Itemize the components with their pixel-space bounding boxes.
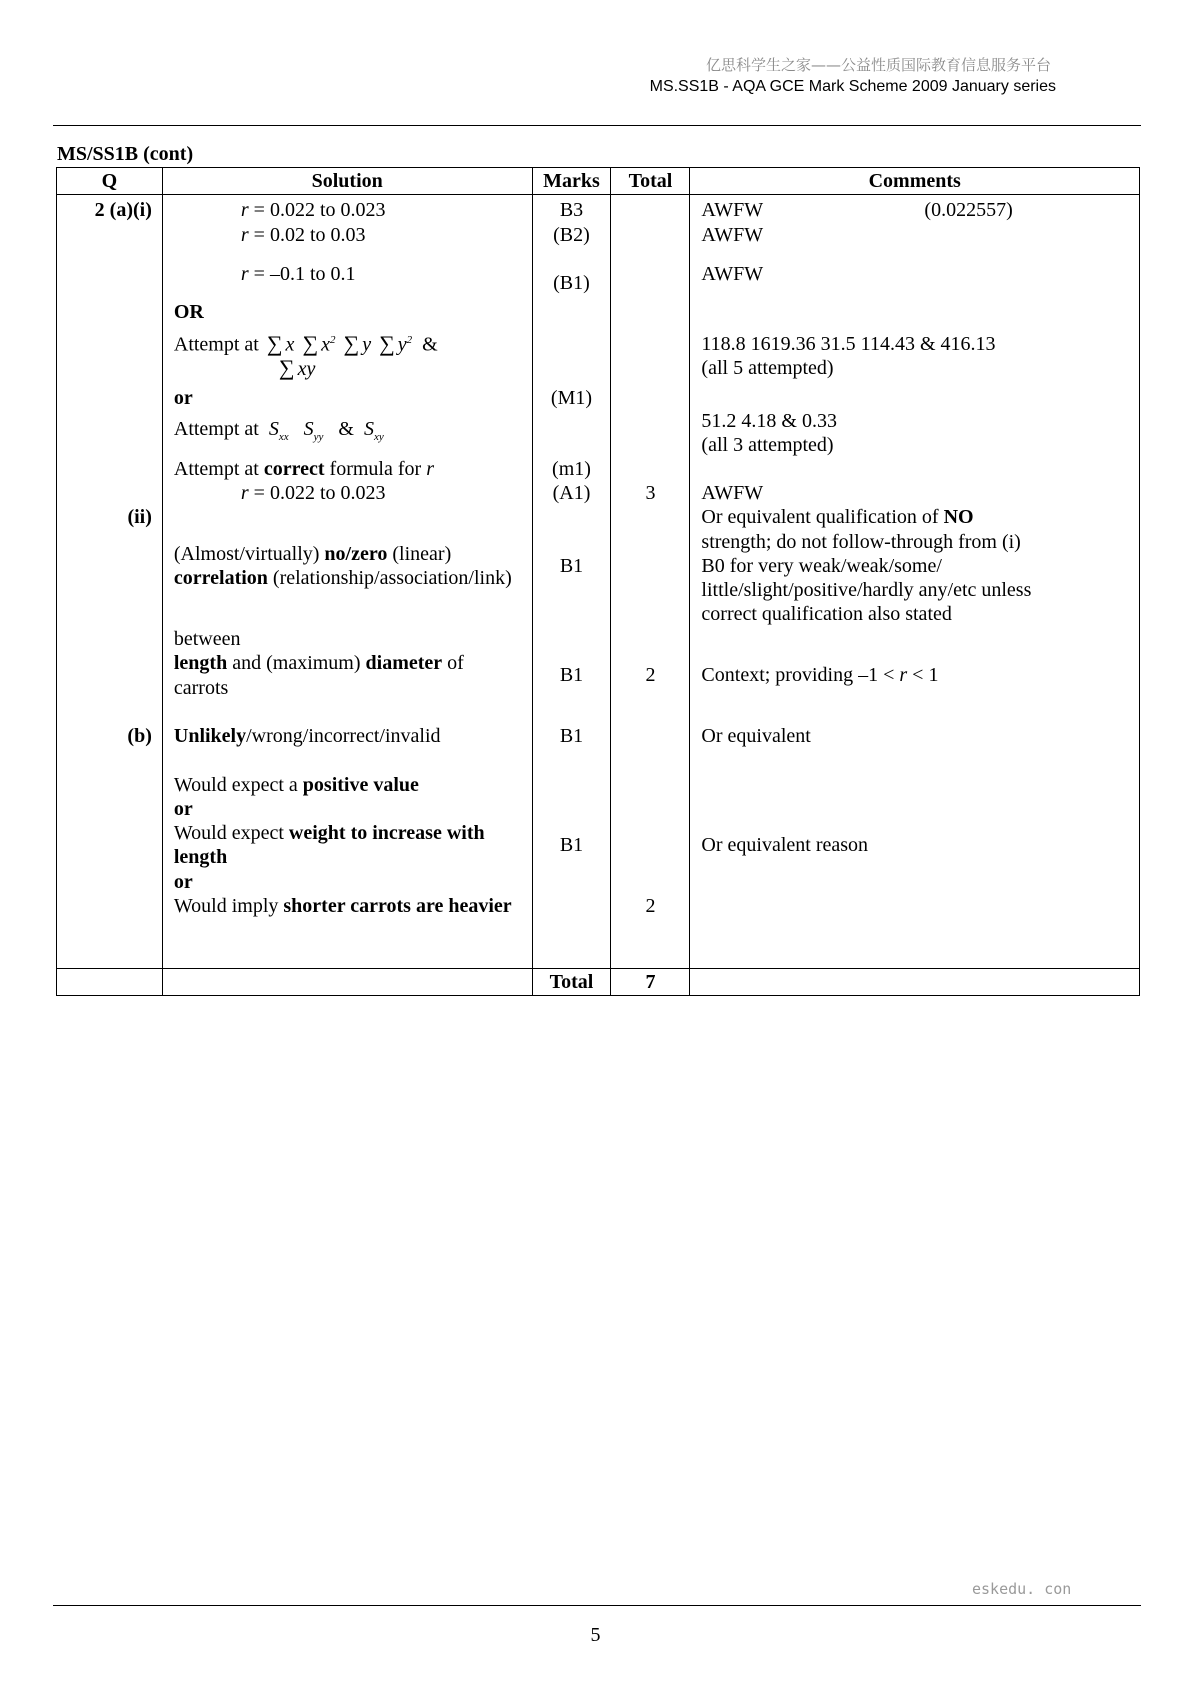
comment: little/slight/positive/hardly any/etc unless: [701, 579, 1032, 601]
table-row: [57, 195, 1140, 969]
solution-line: or: [173, 798, 193, 820]
solution-line: r = 0.022 to 0.023: [240, 482, 386, 504]
column-header-marks: Marks: [532, 168, 611, 195]
section-title: MS/SS1B (cont): [57, 143, 194, 165]
total: 3: [645, 482, 656, 504]
mark: B1: [559, 555, 584, 577]
solution-line: Unlikely/wrong/incorrect/invalid: [173, 725, 441, 747]
solution-line: or: [173, 871, 193, 893]
solution-line: (Almost/virtually) no/zero (linear): [173, 543, 452, 565]
comment: (all 5 attempted): [701, 357, 834, 379]
column-header-solution: Solution: [162, 168, 532, 195]
solution-line: or: [173, 387, 193, 409]
grand-total-label: Total: [532, 969, 611, 996]
comment: 118.8 1619.36 31.5 114.43 & 416.13: [701, 333, 996, 355]
comment: (0.022557): [924, 199, 1013, 221]
solution-line: r = –0.1 to 0.1: [240, 263, 356, 285]
solution-line: length and (maximum) diameter of: [173, 652, 464, 674]
solution-line: length: [173, 846, 228, 868]
comment: strength; do not follow-through from (i): [701, 531, 1021, 553]
empty-cell: [162, 969, 532, 996]
comment: B0 for very weak/weak/some/: [701, 555, 942, 577]
mark-scheme-table: [56, 167, 1140, 996]
solution-cell: [162, 195, 532, 969]
comment: correct qualification also stated: [701, 603, 952, 625]
total-cell: [611, 195, 690, 969]
solution-line: Would expect a positive value: [173, 774, 419, 796]
empty-cell: [690, 969, 1140, 996]
total-row: [57, 969, 1140, 996]
solution-line: Would imply shorter carrots are heavier: [173, 895, 512, 917]
solution-line: OR: [173, 301, 204, 323]
header-rule: [53, 125, 1141, 126]
watermark: eskedu. con: [972, 1580, 1072, 1598]
grand-total-value: 7: [611, 969, 690, 996]
mark: (B1): [553, 272, 590, 294]
comment: 51.2 4.18 & 0.33: [701, 410, 837, 432]
mark: B1: [559, 725, 584, 747]
mark: B1: [559, 664, 584, 686]
solution-line: ∑ xy: [278, 355, 316, 380]
comment: Or equivalent qualification of NO: [701, 506, 974, 528]
comment: AWFW: [701, 224, 764, 246]
marks-cell: [532, 195, 611, 969]
question-label: 2 (a)(i): [94, 199, 152, 221]
table-header-row: [57, 168, 1140, 195]
mark: (A1): [552, 482, 591, 504]
q-cell: [57, 195, 163, 969]
solution-line: r = 0.02 to 0.03: [240, 224, 366, 246]
mark: (m1): [552, 458, 591, 480]
comment: AWFW: [701, 199, 764, 221]
comments-cell: [690, 195, 1140, 969]
comment: Or equivalent: [701, 725, 811, 747]
mark: (M1): [550, 387, 593, 409]
column-header-q: Q: [57, 168, 163, 195]
comment: (all 3 attempted): [701, 434, 834, 456]
solution-line: carrots: [173, 677, 229, 699]
solution-line: between: [173, 628, 241, 650]
total: 2: [645, 664, 656, 686]
solution-line: Attempt at ∑ x ∑ $x^2$ ∑ y ∑ $y^2$ &: [173, 330, 438, 356]
header-doc-title: MS.SS1B - AQA GCE Mark Scheme 2009 January series: [649, 78, 1056, 95]
column-header-total: Total: [611, 168, 690, 195]
mark: B1: [559, 834, 584, 856]
solution-line: Would expect weight to increase with: [173, 822, 485, 844]
column-header-comments: Comments: [690, 168, 1140, 195]
solution-line: Attempt at $S_{xx}$ $S_{yy}$ & $S_{xy}$: [173, 418, 384, 443]
question-label: (ii): [127, 506, 152, 528]
solution-line: correlation (relationship/association/link): [173, 567, 512, 589]
comment: Or equivalent reason: [701, 834, 869, 856]
footer-rule: [53, 1605, 1141, 1606]
page-number: 5: [590, 1624, 601, 1646]
header-site-name: 亿思科学生之家——公益性质国际教育信息服务平台: [705, 56, 1051, 74]
empty-cell: [57, 969, 163, 996]
total: 2: [645, 895, 656, 917]
comment: AWFW: [701, 263, 764, 285]
solution-line: Attempt at correct formula for r: [173, 458, 434, 480]
mark: (B2): [553, 224, 590, 246]
comment: Context; providing –1 < r < 1: [701, 664, 939, 686]
solution-line: r = 0.022 to 0.023: [240, 199, 386, 221]
comment: AWFW: [701, 482, 764, 504]
question-label: (b): [127, 725, 152, 747]
mark: B3: [559, 199, 584, 221]
